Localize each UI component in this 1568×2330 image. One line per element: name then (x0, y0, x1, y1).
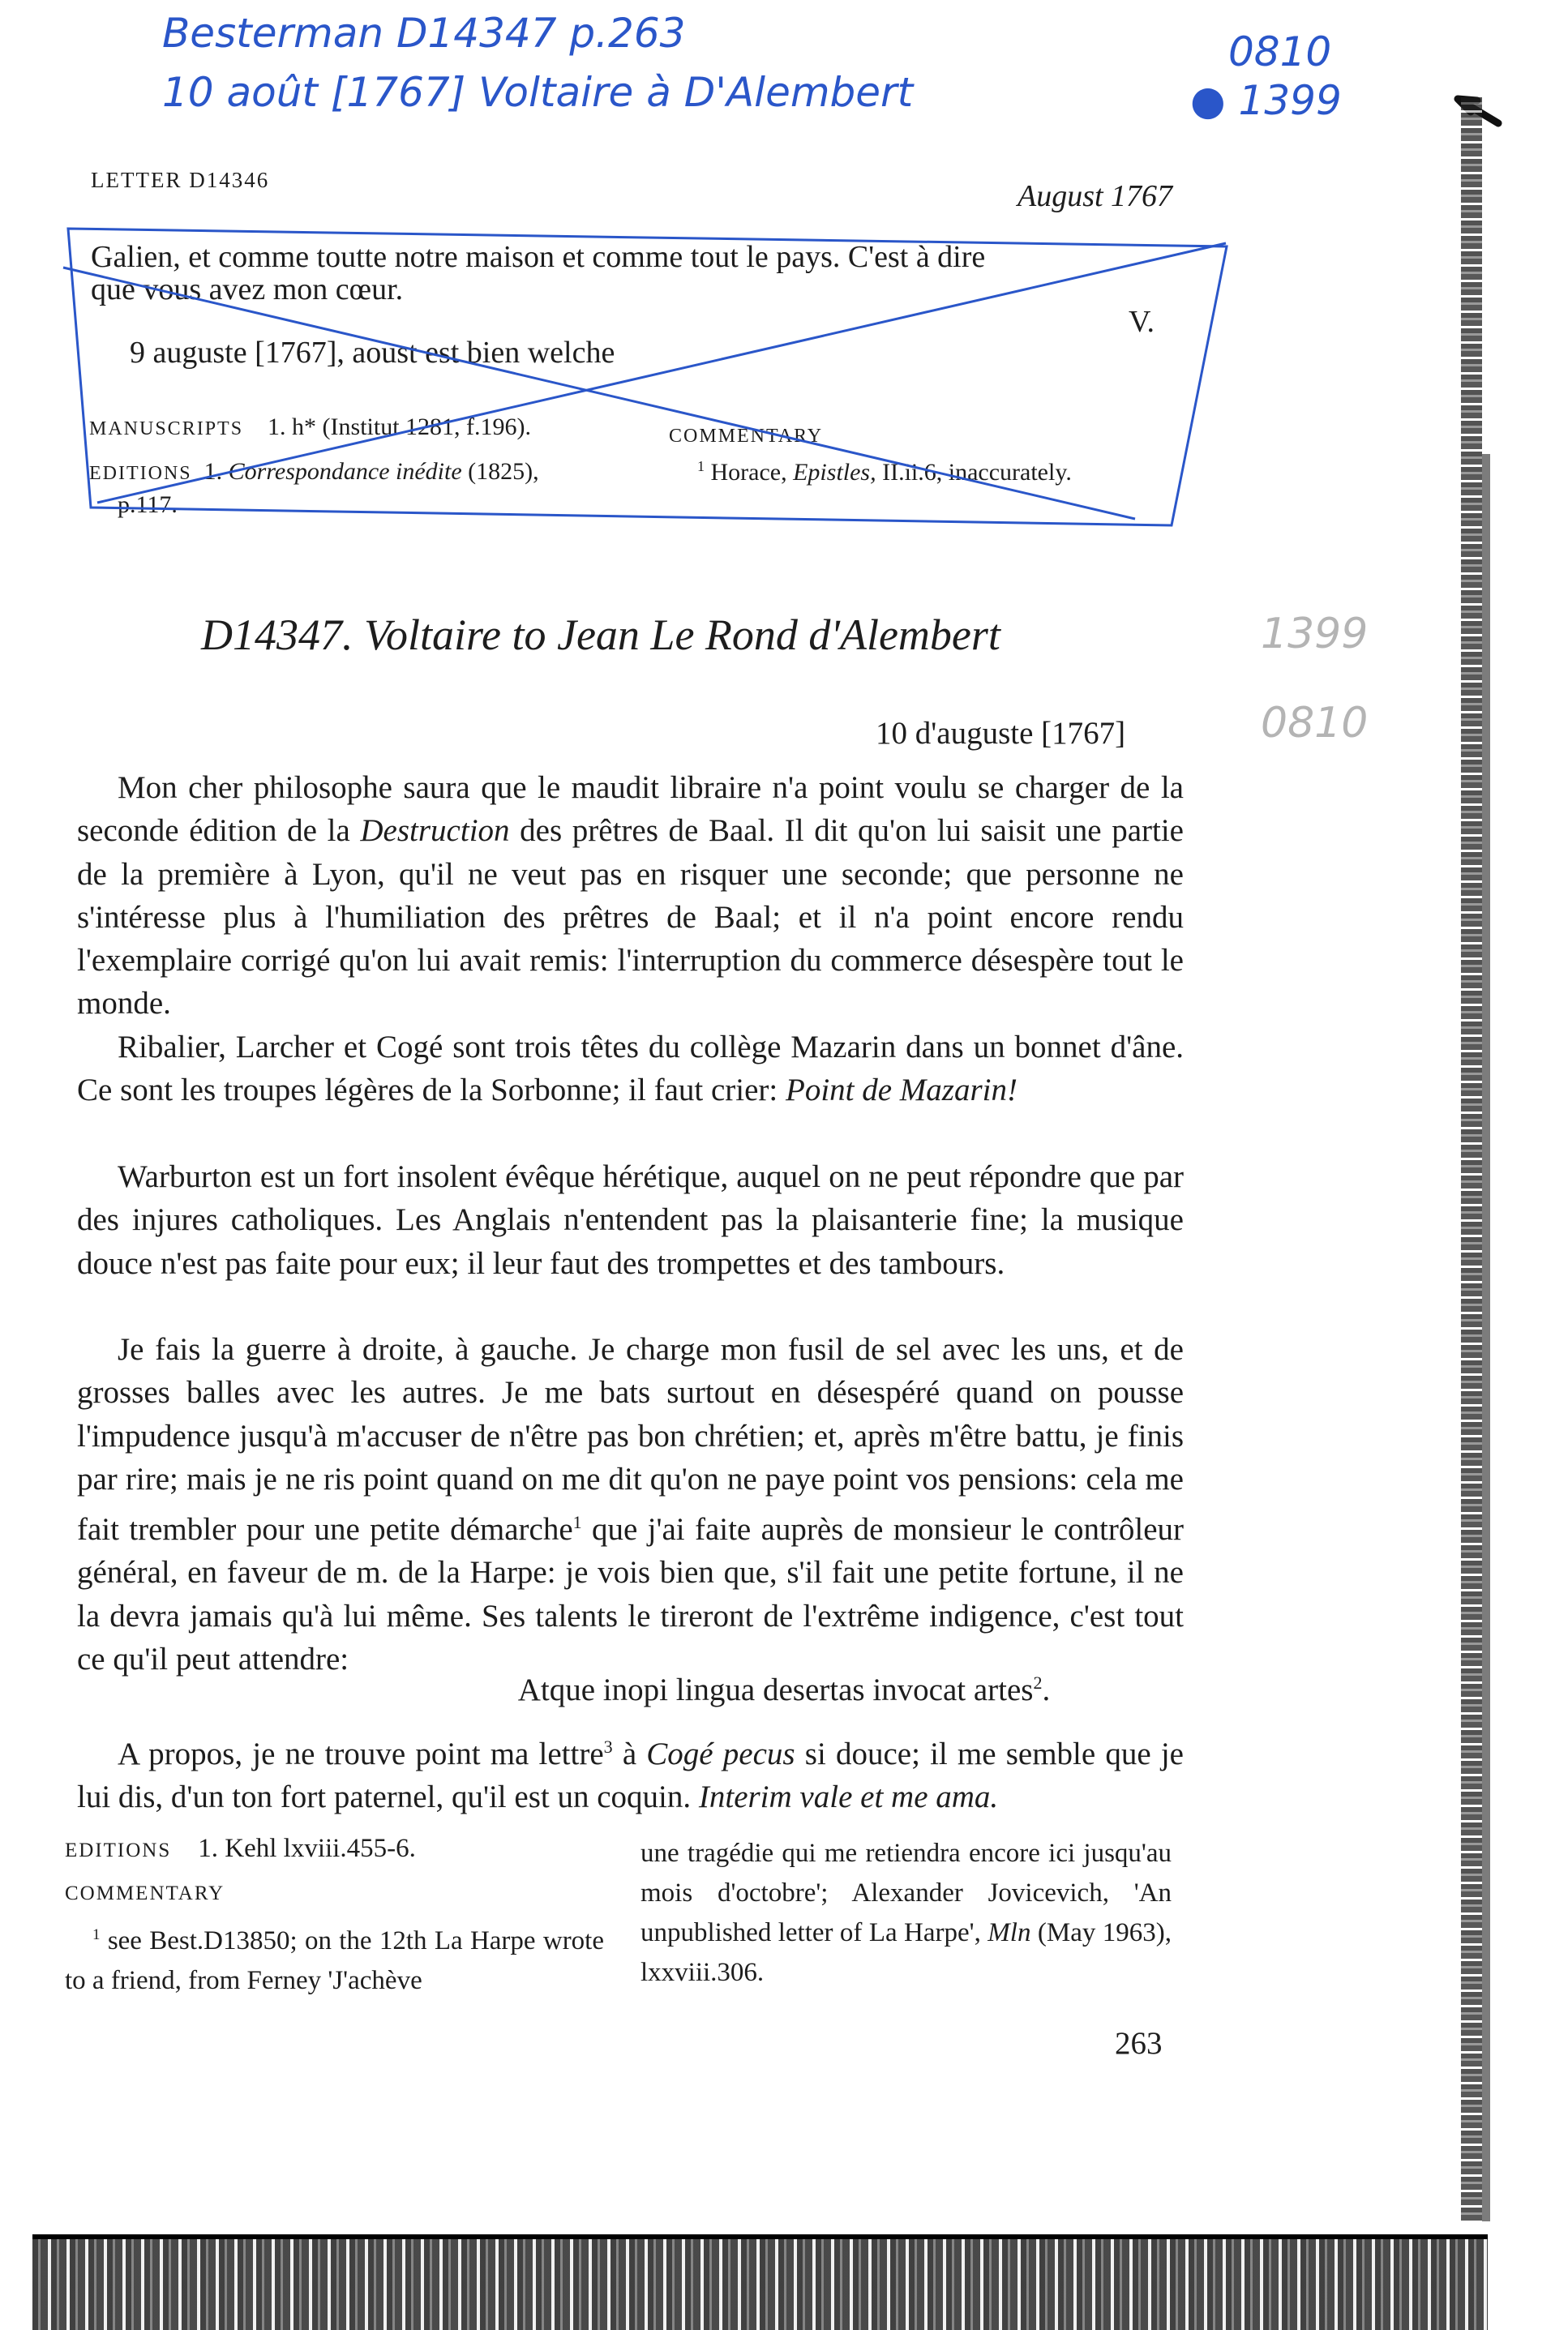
quote-text: Atque inopi lingua desertas invocat artes (517, 1673, 1034, 1707)
p5-text-a: A propos, je ne trouve point ma lettre (118, 1737, 604, 1771)
p5-text-c: si douce; il me semble que je lui dis, d'un ton fort paternel, qu'il est un coquin. (77, 1737, 1184, 1815)
footnote-commentary-label: COMMENTARY (65, 1882, 225, 1904)
p5-italic-2: Interim vale et me ama. (698, 1780, 999, 1815)
p5-italic-1: Cogé pecus (646, 1737, 795, 1771)
p1-rest: des prêtres de Baal. Il dit qu'on lui saisit une partie de la première à Lyon, qu'il ne veut pas en risquer une seconde; que personne ne s'intéresse plus à l'humiliation des prêtres de Baal; et il n'a point encore rendu l'exemplaire corrigé qu'on lui avait remis: l'interruption du commerce désespère tout le monde. (77, 813, 1184, 1022)
footnote-editions-text: 1. Kehl lxviii.455-6. (198, 1834, 416, 1863)
prev-letter-text-line1: Galien, et comme toutte notre maison et comme tout le pays. C'est à dire (91, 240, 986, 274)
letter-heading: D14347. Voltaire to Jean Le Rond d'Alembert (201, 610, 1000, 659)
scan-edge-right (1461, 97, 1482, 2221)
annotation-besterman: Besterman D14347 p.263 (162, 10, 686, 57)
page-number: 263 (1115, 2026, 1163, 2061)
letter-paragraph-2 (77, 1026, 1184, 1112)
fn1-sup: 1 (92, 1926, 101, 1943)
prev-letter-date-line: 9 auguste [1767], aoust est bien welche (130, 336, 615, 370)
fn1-text-a: see Best.D13850; on the 12th La Harpe wrote to a friend, from Ferney 'J'achève (65, 1926, 604, 1995)
quote-sup: 2 (1033, 1673, 1043, 1693)
fn1-italic: Mln (987, 1918, 1031, 1947)
prev-commentary-it: Epistles, (793, 459, 876, 486)
p4-text-b: que j'ai faite auprès de monsieur le contrôleur général, en faveur de m. de la Harpe: je vois bien que, s'il fait une petite fortune, il ne la devra jamais qu'à lui même. Ses talents le tireront de l'extrême indigence, c'est tout ce qu'il peut attendre: (77, 1512, 1185, 1677)
p1-text: Mon cher philosophe saura que le maudit libraire n'a point voulu se charger de la seconde édition de la (77, 770, 1184, 849)
scan-edge-right-shadow (1482, 454, 1490, 2221)
p1-italic: Destruction (360, 813, 510, 849)
p2-italic: Point de Mazarin! (786, 1073, 1017, 1108)
p4-sup: 1 (572, 1512, 582, 1533)
letter-paragraph-5 (77, 1725, 1184, 1819)
fn1-text-b: une tragédie qui me retiendra encore ici jusqu'au mois d'octobre'; Alexander Jovicevich, 'An unpublished letter of La Harpe', (640, 1839, 1172, 1947)
footnote-col-right (640, 1834, 1172, 1993)
prev-editions-title: Correspondance inédite (228, 458, 462, 485)
prev-letter-text-line2: que vous avez mon cœur. (91, 272, 404, 306)
prev-manuscripts-label: MANUSCRIPTS (89, 418, 244, 439)
letter-paragraph-1 (77, 766, 1184, 1026)
letter-date: 10 d'auguste [1767] (876, 716, 1126, 751)
annotation-title: 10 août [1767] Voltaire à D'Alembert (162, 69, 914, 116)
prev-editions-label: EDITIONS (89, 463, 192, 484)
running-head-left: LETTER D14346 (91, 168, 270, 192)
letter-paragraph-4 (77, 1328, 1184, 1681)
p5-text-b: à (622, 1737, 637, 1771)
prev-commentary-sup: 1 (697, 458, 705, 474)
p5-sup: 3 (603, 1737, 613, 1757)
pencil-note-2: 0810 (1261, 699, 1369, 747)
pencil-note-1: 1399 (1261, 610, 1369, 658)
p2-text: Ribalier, Larcher et Cogé sont trois têtes du collège Mazarin dans un bonnet d'âne. Ce sont les troupes légères de la Sorbonne; il faut crier: (77, 1030, 1184, 1108)
prev-commentary-label: COMMENTARY (669, 426, 824, 447)
prev-manuscripts-text: 1. h* (Institut 1281, f.196). (268, 413, 532, 440)
annotation-code-top: 0810 (1228, 28, 1332, 75)
fn1-text-c: (May 1963), lxxviii.306. (640, 1918, 1172, 1987)
crossout-box (0, 0, 1568, 568)
prev-editions-page: p.117. (118, 491, 178, 518)
annotation-code-bottom-text: 1399 (1238, 77, 1342, 124)
letter-paragraph-3 (77, 1155, 1184, 1285)
scan-edge-bottom (32, 2239, 1488, 2330)
prev-editions-num: 1. (203, 458, 223, 485)
footnote-editions (65, 1834, 416, 1864)
prev-commentary-b: II.ii.6, inaccurately. (882, 459, 1072, 486)
p3-text: Warburton est un fort insolent évêque hérétique, auquel on ne peut répondre que par des injures catholiques. Les Anglais n'entendent pas la plaisanterie fine; la musique douce n'est pas faite pour eux; il leur faut des trompettes et des tambours. (77, 1159, 1184, 1281)
prev-commentary-a: Horace, (710, 459, 787, 486)
footnote-editions-label: EDITIONS (65, 1840, 172, 1861)
prev-editions-rest: (1825), (468, 458, 539, 485)
prev-letter-signature: V. (1129, 305, 1155, 339)
annotation-code-bottom: ● 1399 (1190, 77, 1342, 124)
running-head-right: August 1767 (1017, 179, 1173, 213)
p4-text-a: Je fais la guerre à droite, à gauche. Je charge mon fusil de sel avec les uns, et de grosses balles avec les autres. Je me bats surtout en désespéré quand on pousse l'impudence jusqu'à m'accuser de n'être pas bon chrétien; et, après m'être battu, je finis par rire; mais je ne ris point quand on me dit qu'on ne paye point vos pensions: cela me fait trembler pour une petite démarche (77, 1332, 1184, 1548)
latin-quote: Atque inopi lingua desertas invocat artes$^2$. (517, 1673, 1051, 1707)
footnote-col-left (65, 1915, 604, 2001)
